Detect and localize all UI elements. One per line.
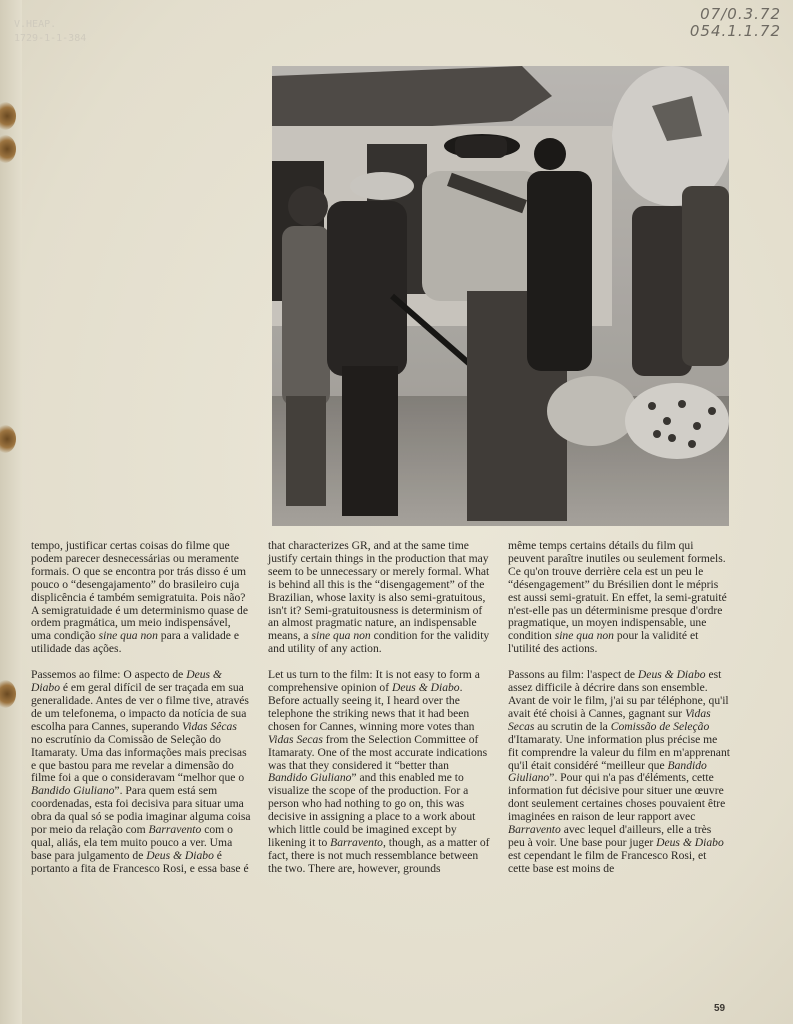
italic-text: Vidas Sêcas: [182, 719, 237, 733]
text-run: avec lequel d'ailleurs, elle a très peu à voir. Une base pour juger: [508, 823, 712, 849]
text-run: that characterizes GR, and at the same time justify certain things in the production that may seem to be unnecessary or merely formal. What is behind all this is the “disengagement” of the Brazilian, whose laxity is also semi-gratuitous, isn't it? Semi-gratuitousness is determinism of an almost pragmatic nature, an indispensable means, a: [268, 539, 490, 643]
italic-text: sine qua non: [98, 629, 158, 643]
text-run: d'Itamaraty. Une information plus précise me fit comprendre la valeur du film en m'apprenant qu'il était considéré “meilleur que: [508, 732, 730, 772]
text-run: condition for the validity and utility of any action.: [268, 629, 490, 656]
english-text-column: [268, 540, 490, 889]
italic-text: sine qua non: [311, 629, 371, 643]
paragraph: [268, 540, 490, 656]
italic-text: Bandido Giuliano: [31, 784, 115, 798]
text-run: from the Selection Committee of Itamaraty. One of the most accurate indications was that they considered it “better than: [268, 732, 488, 772]
text-run: pour la validité et l'utilité des actions.: [508, 629, 699, 656]
handwritten-archive-note: [690, 6, 781, 40]
film-still-photo: [272, 66, 729, 526]
italic-text: Deus & Diabo: [656, 835, 724, 849]
text-run: tempo, justificar certas coisas do filme que podem parecer desnecessárias ou meramente formais. O que se encontra por trás disso é um pouco o “desengajamento” do brasileiro cuja displicência é também semigratuita. Pois não? A semigratuidade é um determinismo quase de ordem pragmática, um meio indispensável, uma condição: [31, 539, 249, 643]
text-run: é portanto a fita de Francesco Rosi, e essa base é: [31, 848, 249, 875]
italic-text: sine qua non: [554, 629, 614, 643]
paragraph: [31, 540, 251, 656]
italic-text: Barravento: [148, 823, 202, 837]
text-run: Let us turn to the film: It is not easy to form a comprehensive opinion of: [268, 668, 480, 695]
text-run: Passons au film: l'aspect de: [508, 668, 638, 682]
text-run: est cependant le film de Francesco Rosi, et cette base est moins de: [508, 848, 707, 875]
italic-text: Deus & Diabo: [637, 668, 706, 682]
italic-text: Comissão de Seleção: [610, 719, 710, 733]
italic-text: Deus & Diabo: [146, 848, 214, 862]
page-number: 59: [714, 1003, 726, 1014]
text-run: no escrutínio da Comissão de Seleção do Itamaraty. Uma das informações mais precisas e que bastou para me revelar a dimensão do filme foi a que o consideravam “melhor que o: [31, 732, 247, 785]
italic-text: Deus & Diabo: [391, 681, 460, 695]
text-run: , though, as a matter of fact, there is not much ressemblance between the two. There are, however, grounds: [268, 835, 490, 875]
archive-stamp-line: 1729-1-1-384: [14, 33, 87, 44]
text-run: ”. Para quem está sem coordenadas, esta foi decisiva para situar uma obra da qual só se podia imaginar alguma coisa por meio da relação com: [31, 784, 251, 837]
italic-text: Vidas Secas: [268, 732, 323, 746]
french-text-column: [508, 540, 730, 889]
italic-text: Deus & Diabo: [31, 668, 222, 695]
archive-stamp: [14, 18, 86, 46]
paragraph: [508, 540, 730, 656]
text-run: ” and this enabled me to visualize the scope of the production. For a person who had nothing to go on, this was decisive in assigning a place to a work about which little could be imagined except by likening it to: [268, 771, 476, 849]
italic-text: Barravento: [330, 835, 383, 849]
text-run: même temps certains détails du film qui peuvent paraître inutiles ou seulement formels. Ce qu'on trouve derrière cela est un peu le “désengagement” du Brésilien dont le mépris est aussi semi-gratuit. En effet, la semi-gratuité n'est-elle pas un déterminisme presque d'ordre pragmatique, un moyen indispensable, une condition: [508, 539, 727, 643]
italic-text: Barravento: [508, 823, 561, 837]
text-run: ”. Pour qui n'a pas d'éléments, cette information fut décisive pour situer une œuvre dont seulement certaines choses pouvaient être imaginées en raison de leur rapport avec: [508, 771, 726, 824]
text-run: au scrutin de la: [534, 719, 611, 733]
paragraph: [268, 669, 490, 876]
paragraph: [31, 669, 251, 876]
text-run: est assez difficile à décrire dans son ensemble. Avant de voir le film, j'ai su par téléphone, qu'il avait été choisi à Cannes, gagnant sur: [508, 668, 729, 720]
italic-text: Bandido Giuliano: [268, 771, 352, 785]
italic-text: Bandido Giuliano: [508, 758, 707, 785]
text-run: . Before actually seeing it, I heard over the telephone the striking news that it had been chosen for Cannes, winning more votes than: [268, 681, 475, 733]
text-run: para a validade e utilidade das ações.: [31, 629, 239, 656]
archive-stamp-line: V.HEAP.: [14, 19, 57, 30]
archive-note-line: 054.1.1.72: [689, 22, 781, 40]
text-run: com o qual, aliás, ela tem muito pouco a ver. Uma base para julgamento de: [31, 823, 233, 862]
portuguese-text-column: [31, 540, 251, 889]
archive-note-line: 07/0.3.72: [700, 5, 781, 23]
photo-image: [272, 66, 729, 526]
italic-text: Vidas Secas: [508, 706, 711, 733]
text-run: Passemos ao filme: O aspecto de: [31, 668, 187, 682]
text-run: é em geral difícil de ser traçada em sua generalidade. Antes de ver o filme tive, através de um telefonema, o impacto da notícia de sua escolha para Cannes, superando: [31, 681, 249, 733]
paragraph: [508, 669, 730, 876]
